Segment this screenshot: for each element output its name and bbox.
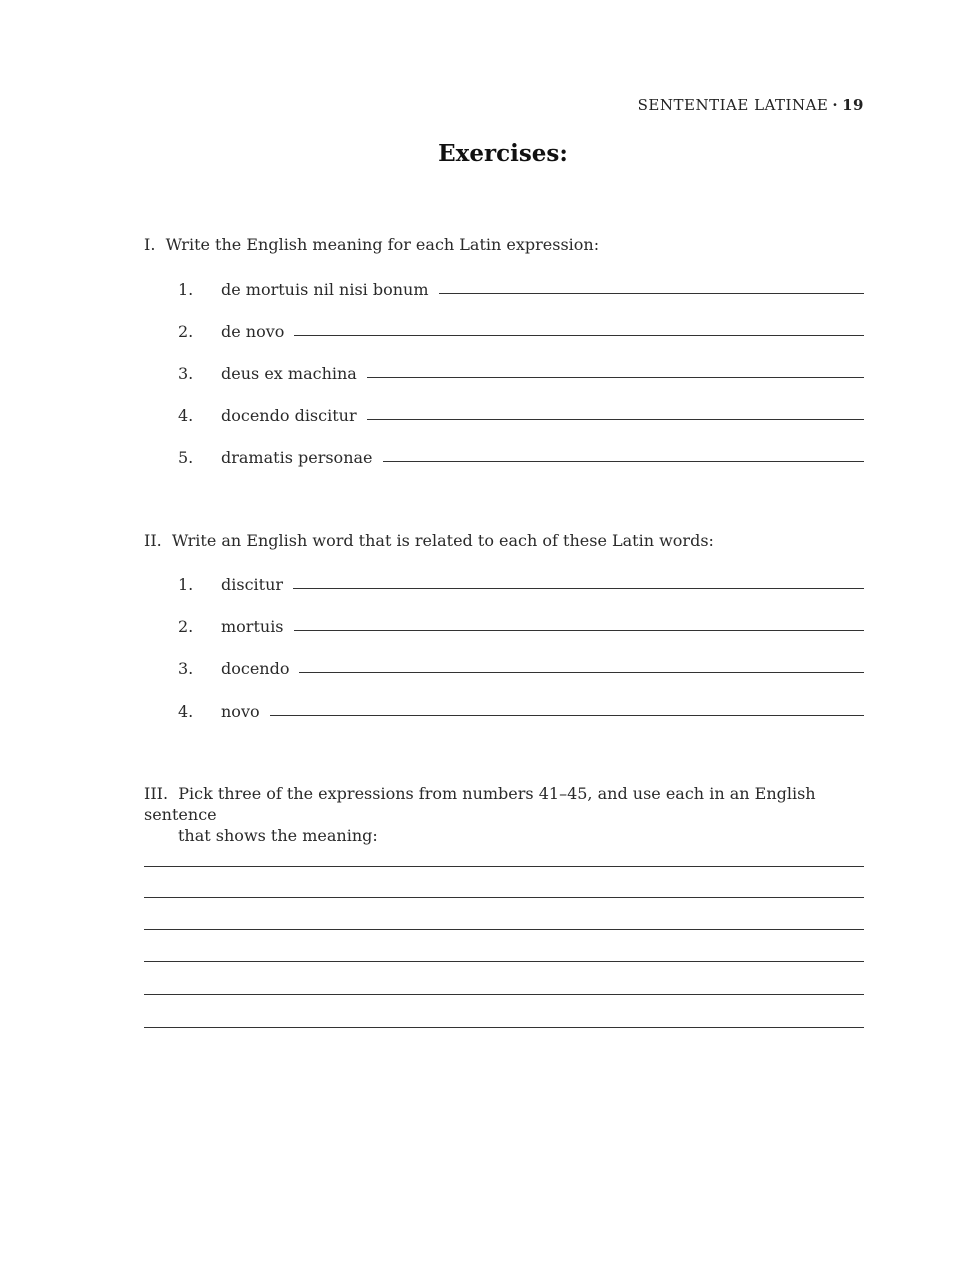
section-1-instruction: Write the English meaning for each Latin expression: <box>165 235 600 254</box>
item-number: 5. <box>178 448 194 467</box>
answer-blank[interactable] <box>293 588 864 589</box>
item-number: 3. <box>178 659 194 678</box>
item-number: 4. <box>178 702 194 721</box>
item-number: 2. <box>178 322 194 341</box>
running-head-separator: · <box>832 96 839 114</box>
section-1-numeral: I. <box>144 235 156 254</box>
latin-word: discitur <box>221 575 284 594</box>
latin-expression: de mortuis nil nisi bonum <box>221 280 429 299</box>
item-number: 1. <box>178 575 194 594</box>
item-number: 1. <box>178 280 194 299</box>
answer-blank[interactable] <box>383 461 865 462</box>
section-1-item <box>178 275 864 299</box>
writing-line[interactable] <box>144 929 864 930</box>
section-1-item <box>178 317 864 341</box>
section-3-numeral: III. <box>144 784 169 803</box>
item-number: 3. <box>178 364 194 383</box>
answer-blank[interactable] <box>439 293 864 294</box>
answer-blank[interactable] <box>270 715 864 716</box>
section-2-numeral: II. <box>144 531 162 550</box>
section-2-instruction: Write an English word that is related to each of these Latin words: <box>171 531 714 550</box>
section-2-item <box>178 570 864 594</box>
section-3-heading <box>144 783 864 846</box>
writing-line[interactable] <box>144 961 864 962</box>
section-3-instruction: Pick three of the expressions from numbers 41–45, and use each in an English sentence <box>144 784 816 824</box>
answer-blank[interactable] <box>367 419 864 420</box>
writing-line[interactable] <box>144 994 864 995</box>
answer-blank[interactable] <box>294 335 864 336</box>
latin-word: docendo <box>221 659 290 678</box>
writing-line[interactable] <box>144 897 864 898</box>
section-3-instruction-cont: that shows the meaning: <box>178 826 378 845</box>
writing-line[interactable] <box>144 1027 864 1028</box>
page-number: 19 <box>842 96 864 114</box>
latin-expression: dramatis personae <box>221 448 373 467</box>
section-1-item <box>178 443 864 467</box>
latin-expression: docendo discitur <box>221 406 357 425</box>
latin-expression: deus ex machina <box>221 364 357 383</box>
latin-expression: de novo <box>221 322 285 341</box>
writing-line[interactable] <box>144 866 864 867</box>
section-2-item <box>178 697 864 721</box>
section-2-item <box>178 654 864 678</box>
item-number: 4. <box>178 406 194 425</box>
section-1-heading <box>144 234 864 255</box>
answer-blank[interactable] <box>299 672 864 673</box>
latin-word: novo <box>221 702 260 721</box>
section-2-item <box>178 612 864 636</box>
section-2-heading <box>144 530 864 551</box>
answer-blank[interactable] <box>367 377 864 378</box>
item-number: 2. <box>178 617 194 636</box>
latin-word: mortuis <box>221 617 284 636</box>
running-head <box>638 96 864 114</box>
answer-blank[interactable] <box>294 630 864 631</box>
section-1-item <box>178 359 864 383</box>
section-1-item <box>178 401 864 425</box>
page-title: Exercises: <box>438 140 568 167</box>
running-head-title: SENTENTIAE LATINAE <box>637 96 829 114</box>
